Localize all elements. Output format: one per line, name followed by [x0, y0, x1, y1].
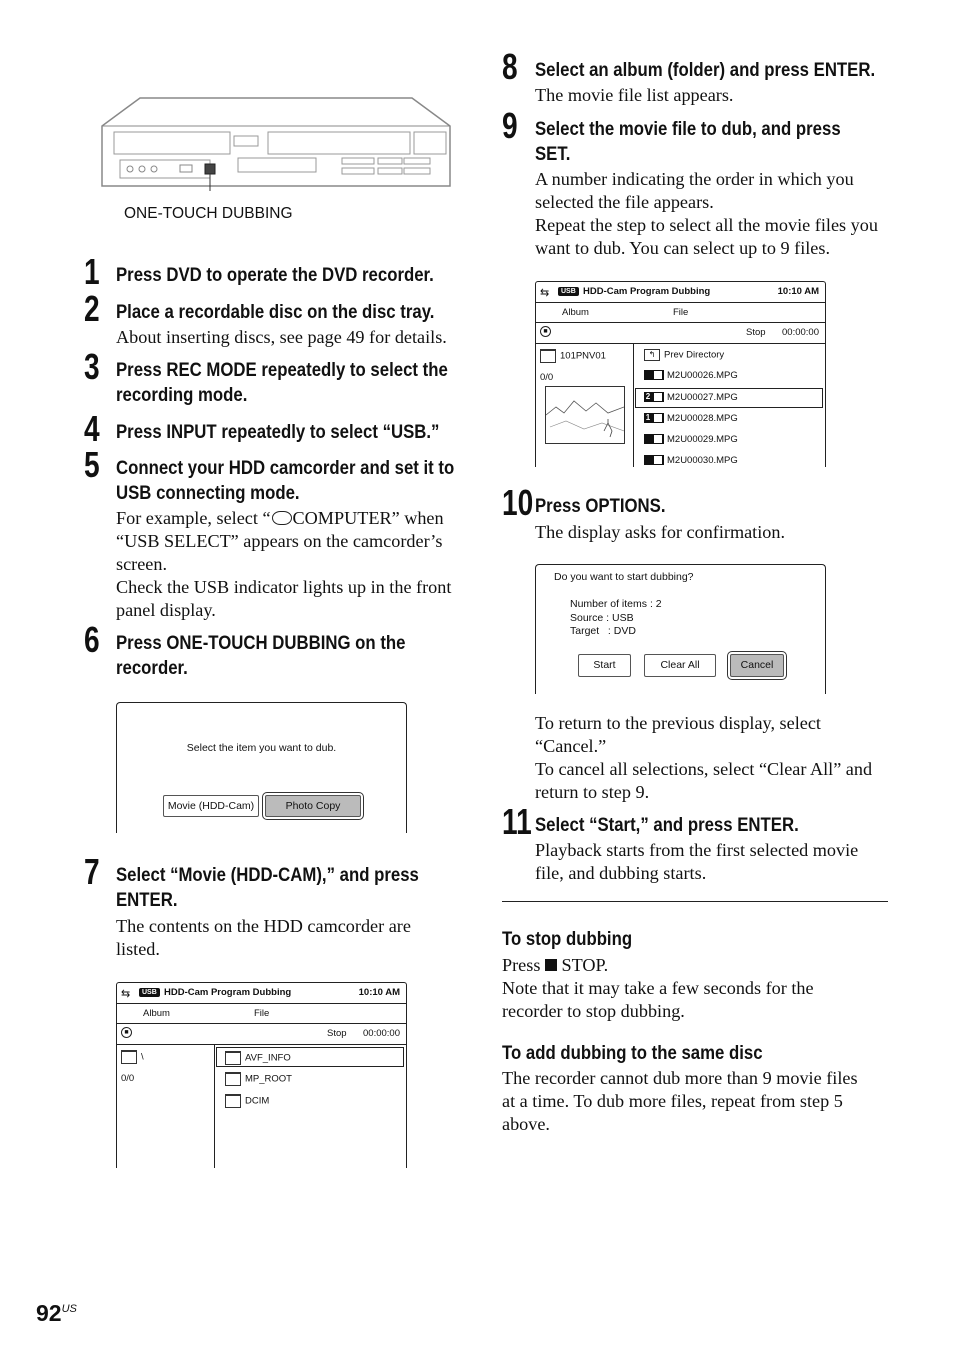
status-bar — [536, 322, 825, 344]
movie-file-list-screen — [535, 281, 826, 467]
usb-icon: ⇆ — [121, 988, 131, 1000]
step-body: want to dub. You can select up to 9 files. — [535, 238, 831, 258]
clock: 10:10 AM — [777, 286, 819, 297]
recorder-drawing — [100, 96, 452, 191]
folder-icon — [121, 1050, 137, 1064]
folder-icon — [225, 1072, 241, 1086]
step-heading: Press INPUT repeatedly to select “USB.” — [116, 421, 440, 443]
step-heading: Press OPTIONS. — [535, 495, 666, 517]
status-bar — [117, 1023, 406, 1045]
section-body: The recorder cannot dub more than 9 movie files — [502, 1068, 858, 1088]
screen-title: HDD-Cam Program Dubbing — [583, 286, 711, 297]
usb-badge: USB — [558, 287, 579, 296]
step-body: The movie file list appears. — [535, 85, 734, 105]
status-text: Stop — [746, 327, 766, 338]
step-number: 1 — [84, 251, 100, 292]
screen-title-bar — [117, 983, 406, 1004]
step-heading: Select the movie file to dub, and press — [535, 118, 841, 140]
cancel-button[interactable]: Cancel — [730, 654, 784, 677]
list-item[interactable] — [216, 1047, 404, 1067]
step-number: 2 — [84, 288, 100, 329]
page-suffix: US — [61, 1303, 77, 1315]
file-list-screen — [116, 982, 407, 1168]
step-heading: Connect your HDD camcorder and set it to — [116, 457, 455, 479]
step-heading: Press REC MODE repeatedly to select the — [116, 359, 448, 381]
screen-title-bar — [536, 282, 825, 303]
order-number — [644, 455, 652, 465]
list-item[interactable] — [635, 388, 823, 408]
time-counter: 00:00:00 — [782, 327, 819, 338]
body-text: COMPUTER” when — [292, 508, 444, 528]
section-heading: To stop dubbing — [502, 928, 633, 950]
step-body: return to step 9. — [535, 782, 650, 802]
order-number — [644, 370, 652, 380]
file-name: M2U00029.MPG — [667, 434, 738, 445]
prev-directory-label: Prev Directory — [664, 349, 725, 361]
list-item[interactable] — [644, 413, 738, 424]
page-number — [36, 1300, 77, 1327]
list-item[interactable] — [644, 455, 738, 466]
step-body: selected the file appears. — [535, 192, 714, 212]
file-name: DCIM — [245, 1095, 270, 1107]
file-name: AVF_INFO — [245, 1052, 291, 1064]
movie-hdd-cam-button[interactable]: Movie (HDD-Cam) — [163, 795, 259, 817]
divider — [633, 343, 634, 467]
order-number: 1 — [645, 413, 651, 423]
step-heading: Select “Start,” and press ENTER. — [535, 814, 799, 836]
section-body: Note that it may take a few seconds for the — [502, 978, 814, 998]
usb-icon: ⇆ — [540, 287, 550, 299]
status-text: Stop — [327, 1028, 347, 1039]
step-body: To cancel all selections, select “Clear All” and — [535, 759, 873, 779]
file-name: M2U00028.MPG — [667, 413, 738, 424]
step-body: screen. — [116, 554, 167, 574]
step-number: 9 — [502, 105, 518, 146]
step-body — [116, 507, 444, 530]
step-number: 8 — [502, 46, 518, 87]
step-heading: SET. — [535, 143, 571, 165]
usb-badge: USB — [139, 988, 160, 997]
source-value: Source : USB — [570, 612, 634, 624]
photo-copy-button[interactable]: Photo Copy — [265, 795, 361, 817]
step-body: Repeat the step to select all the movie files you — [535, 215, 878, 235]
album-name: \ — [141, 1051, 144, 1063]
prev-directory-icon: ↰ — [644, 349, 660, 361]
thumbnail-image — [545, 386, 625, 444]
step-heading: recorder. — [116, 657, 188, 679]
select-item-screen — [116, 702, 407, 833]
step-number: 5 — [84, 444, 100, 485]
step-body: listed. — [116, 939, 160, 959]
stop-icon: ■ — [121, 1027, 132, 1038]
movie-file-icon — [644, 392, 664, 402]
step-heading: Select an album (folder) and press ENTER. — [535, 59, 876, 81]
file-name: M2U00030.MPG — [667, 455, 738, 466]
album-name: 101PNV01 — [560, 350, 606, 362]
target-value: Target : DVD — [570, 625, 636, 637]
recorder-illustration — [100, 96, 452, 191]
step-number: 3 — [84, 346, 100, 387]
step-body: Playback starts from the first selected movie — [535, 840, 859, 860]
step-number: 10 — [502, 482, 534, 523]
prev-directory-item[interactable] — [644, 349, 724, 361]
file-name: MP_ROOT — [245, 1073, 292, 1085]
step-body: file, and dubbing starts. — [535, 863, 707, 883]
file-name: M2U00027.MPG — [667, 392, 738, 403]
step-number: 7 — [84, 851, 100, 892]
step-body: “USB SELECT” appears on the camcorder’s — [116, 531, 443, 551]
step-heading: Place a recordable disc on the disc tray. — [116, 301, 435, 323]
file-column: File — [673, 307, 689, 318]
mountain-picture — [546, 387, 624, 443]
body-text: Press — [502, 955, 545, 975]
section-body — [502, 954, 608, 977]
select-prompt: Select the item you want to dub. — [186, 742, 337, 754]
step-heading: Press DVD to operate the DVD recorder. — [116, 264, 434, 286]
folder-icon — [225, 1094, 241, 1108]
order-number — [644, 434, 652, 444]
computer-icon — [272, 511, 292, 525]
stop-icon — [545, 959, 557, 971]
file-column: File — [254, 1008, 270, 1019]
step-body: panel display. — [116, 600, 216, 620]
step-heading: ENTER. — [116, 889, 178, 911]
step-number: 6 — [84, 619, 100, 660]
movie-file-icon — [644, 455, 664, 465]
album-column: Album — [143, 1008, 170, 1019]
page-number-value: 92 — [36, 1300, 62, 1326]
list-item[interactable] — [644, 370, 738, 381]
body-text: For example, select “ — [116, 508, 271, 528]
folder-icon — [540, 349, 556, 363]
section-body: at a time. To dub more files, repeat from step 5 — [502, 1091, 843, 1111]
divider — [214, 1044, 215, 1168]
body-text: STOP. — [556, 955, 609, 975]
time-counter: 00:00:00 — [363, 1028, 400, 1039]
figure-label: ONE-TOUCH DUBBING — [124, 205, 293, 222]
step-body: About inserting discs, see page 49 for details. — [116, 327, 447, 347]
section-body: above. — [502, 1114, 550, 1134]
movie-file-icon — [644, 370, 664, 380]
step-body: A number indicating the order in which you — [535, 169, 854, 189]
step-body: The display asks for confirmation. — [535, 522, 786, 542]
movie-file-icon — [644, 413, 664, 423]
step-heading: USB connecting mode. — [116, 482, 300, 504]
step-heading: recording mode. — [116, 384, 248, 406]
list-item[interactable] — [225, 1072, 292, 1086]
step-heading: Press ONE-TOUCH DUBBING on the — [116, 632, 406, 654]
movie-file-icon — [644, 434, 664, 444]
album-count: 0/0 — [540, 372, 554, 383]
start-button[interactable]: Start — [578, 654, 631, 677]
file-name: M2U00026.MPG — [667, 370, 738, 381]
album-item[interactable] — [540, 349, 606, 363]
stop-icon: ■ — [540, 326, 551, 337]
album-column: Album — [562, 307, 589, 318]
section-divider — [502, 901, 888, 902]
step-number: 4 — [84, 408, 100, 449]
step-heading: Select “Movie (HDD-CAM),” and press — [116, 864, 419, 886]
section-heading: To add dubbing to the same disc — [502, 1042, 763, 1064]
album-count: 0/0 — [121, 1073, 135, 1084]
section-body: recorder to stop dubbing. — [502, 1001, 685, 1021]
order-number: 2 — [645, 392, 651, 402]
list-item[interactable] — [644, 434, 738, 445]
confirm-screen — [535, 564, 826, 694]
list-item[interactable] — [225, 1094, 269, 1108]
column-header — [117, 1003, 406, 1024]
clear-all-button[interactable]: Clear All — [644, 654, 716, 677]
album-item[interactable] — [121, 1050, 144, 1064]
number-of-items: Number of items : 2 — [570, 598, 662, 610]
step-body: “Cancel.” — [535, 736, 607, 756]
column-header — [536, 302, 825, 323]
step-body: To return to the previous display, select — [535, 713, 821, 733]
step-body: The contents on the HDD camcorder are — [116, 916, 411, 936]
folder-icon — [225, 1051, 241, 1065]
confirm-question: Do you want to start dubbing? — [554, 571, 694, 583]
step-number: 11 — [502, 801, 532, 842]
clock: 10:10 AM — [358, 987, 400, 998]
screen-title: HDD-Cam Program Dubbing — [164, 987, 292, 998]
step-body: Check the USB indicator lights up in the front — [116, 577, 452, 597]
